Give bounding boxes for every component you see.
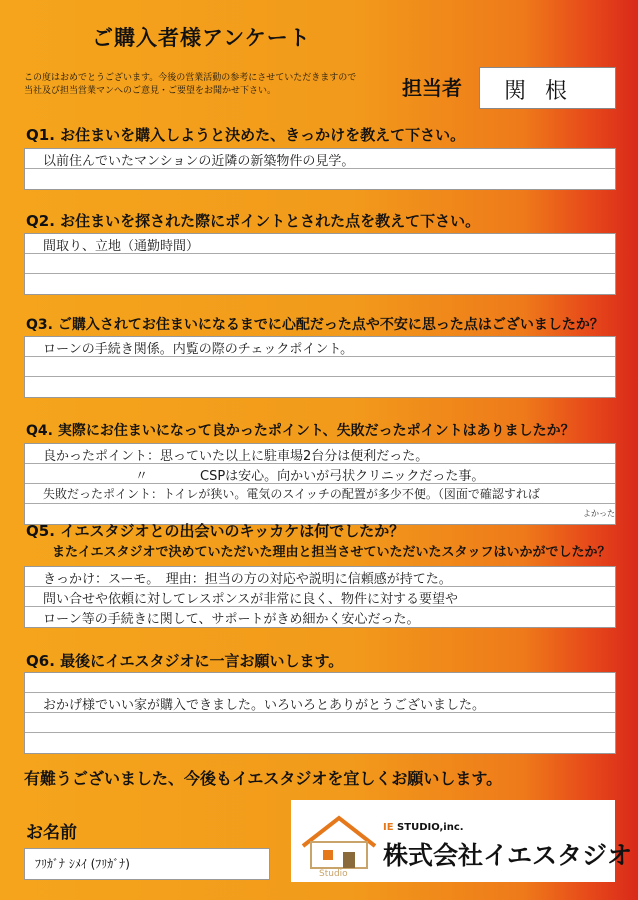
q1-label: Q1. お住まいを購入しようと決めた、きっかけを教えて下さい。	[26, 126, 466, 144]
thank-you-message: 有難うございました、今後もイエスタジオを宜しくお願いします。	[24, 769, 503, 788]
answer-text: ローン等の手続きに関して、サポートがきめ細かく安心だった。	[43, 612, 420, 627]
staff-label: 担当者	[402, 76, 462, 100]
q2-answer-box[interactable]	[24, 233, 616, 295]
answer-line	[25, 444, 615, 464]
logo-house-word: Studio	[319, 869, 348, 878]
answer-line	[25, 607, 615, 627]
logo-company-name: 株式会社イエスタジオ	[383, 841, 633, 870]
q4-margin-note: よかった	[583, 509, 615, 518]
answer-line	[25, 357, 615, 377]
answer-text: 〃 CSPは安心。向かいが弓状クリニックだった事。	[135, 469, 485, 484]
staff-field[interactable]	[479, 67, 616, 109]
answer-text: 失敗だったポイント：トイレが狭い。電気のスイッチの配置が多少不便。（図面で確認すれば	[43, 487, 540, 501]
q5-answer-box[interactable]	[24, 566, 616, 628]
intro-line-2: 当社及び担当営業マンへのご意見・ご要望をお聞かせ下さい。	[24, 86, 277, 96]
answer-text: 間取り、立地（通勤時間）	[43, 239, 200, 254]
answer-line	[25, 693, 615, 713]
q4-label: Q4. 実際にお住まいになって良かったポイント、失敗だったポイントはありましたか？	[26, 423, 575, 439]
answer-line	[25, 234, 615, 254]
q3-answer-box[interactable]	[24, 336, 616, 398]
q6-answer-box[interactable]	[24, 672, 616, 754]
staff-name: 関 根	[504, 79, 573, 104]
answer-line	[25, 377, 615, 397]
logo-subtitle-ie: IE	[383, 822, 394, 833]
answer-text: 以前住んでいたマンションの近隣の新築物件の見学。	[43, 154, 355, 169]
answer-line	[25, 567, 615, 587]
answer-text: 良かったポイント：思っていた以上に駐車場2台分は便利だった。	[43, 449, 429, 464]
house-logo-icon	[299, 812, 379, 878]
logo-subtitle-rest: STUDIO,inc.	[393, 822, 464, 833]
name-field[interactable]	[24, 848, 270, 880]
answer-text: ローンの手続き関係。内覧の際のチェックポイント。	[43, 342, 354, 357]
answer-line	[25, 733, 615, 753]
intro-line-1: この度はおめでとうございます。今後の営業活動の参考にさせていただきますので	[24, 73, 357, 83]
answer-line	[25, 673, 615, 693]
answer-text: おかげ様でいい家が購入できました。いろいろとありがとうございました。	[43, 698, 486, 713]
answer-line	[25, 713, 615, 733]
answer-line	[25, 274, 615, 294]
logo-subtitle	[383, 822, 464, 833]
q4-answer-box[interactable]	[24, 443, 616, 525]
q5-label: Q5. イエスタジオとの出会いのキッカケは何でしたか？	[26, 522, 405, 540]
q6-label: Q6. 最後にイエスタジオに一言お願いします。	[26, 652, 344, 670]
company-logo	[291, 800, 633, 882]
name-label: お名前	[26, 823, 77, 843]
answer-text: 問い合せや依頼に対してレスポンスが非常に良く、物件に対する要望や	[43, 592, 458, 607]
answer-line	[25, 337, 615, 357]
q5-label-line-2: またイエスタジオで決めていただいた理由と担当させていただいたスタッフはいかがでしたか？	[52, 545, 611, 560]
q2-label: Q2. お住まいを探された際にポイントとされた点を教えて下さい。	[26, 212, 481, 230]
answer-line	[25, 587, 615, 607]
intro-text	[24, 72, 394, 98]
name-value: ﾌﾘｶﾞﾅ ｼﾒｲ (ﾌﾘｶﾞﾅ)	[35, 857, 130, 871]
q1-answer-box[interactable]	[24, 148, 616, 190]
answer-line	[25, 254, 615, 274]
answer-line	[25, 149, 615, 169]
page-title: ご購入者様アンケート	[92, 26, 311, 50]
q3-label: Q3. ご購入されてお住まいになるまでに心配だった点や不安に思った点はございましたか？	[26, 317, 604, 333]
answer-line	[25, 484, 615, 504]
answer-line	[25, 169, 615, 189]
answer-line	[25, 464, 615, 484]
answer-text: きっかけ：スーモ。 理由：担当の方の対応や説明に信頼感が持てた。	[43, 572, 452, 587]
